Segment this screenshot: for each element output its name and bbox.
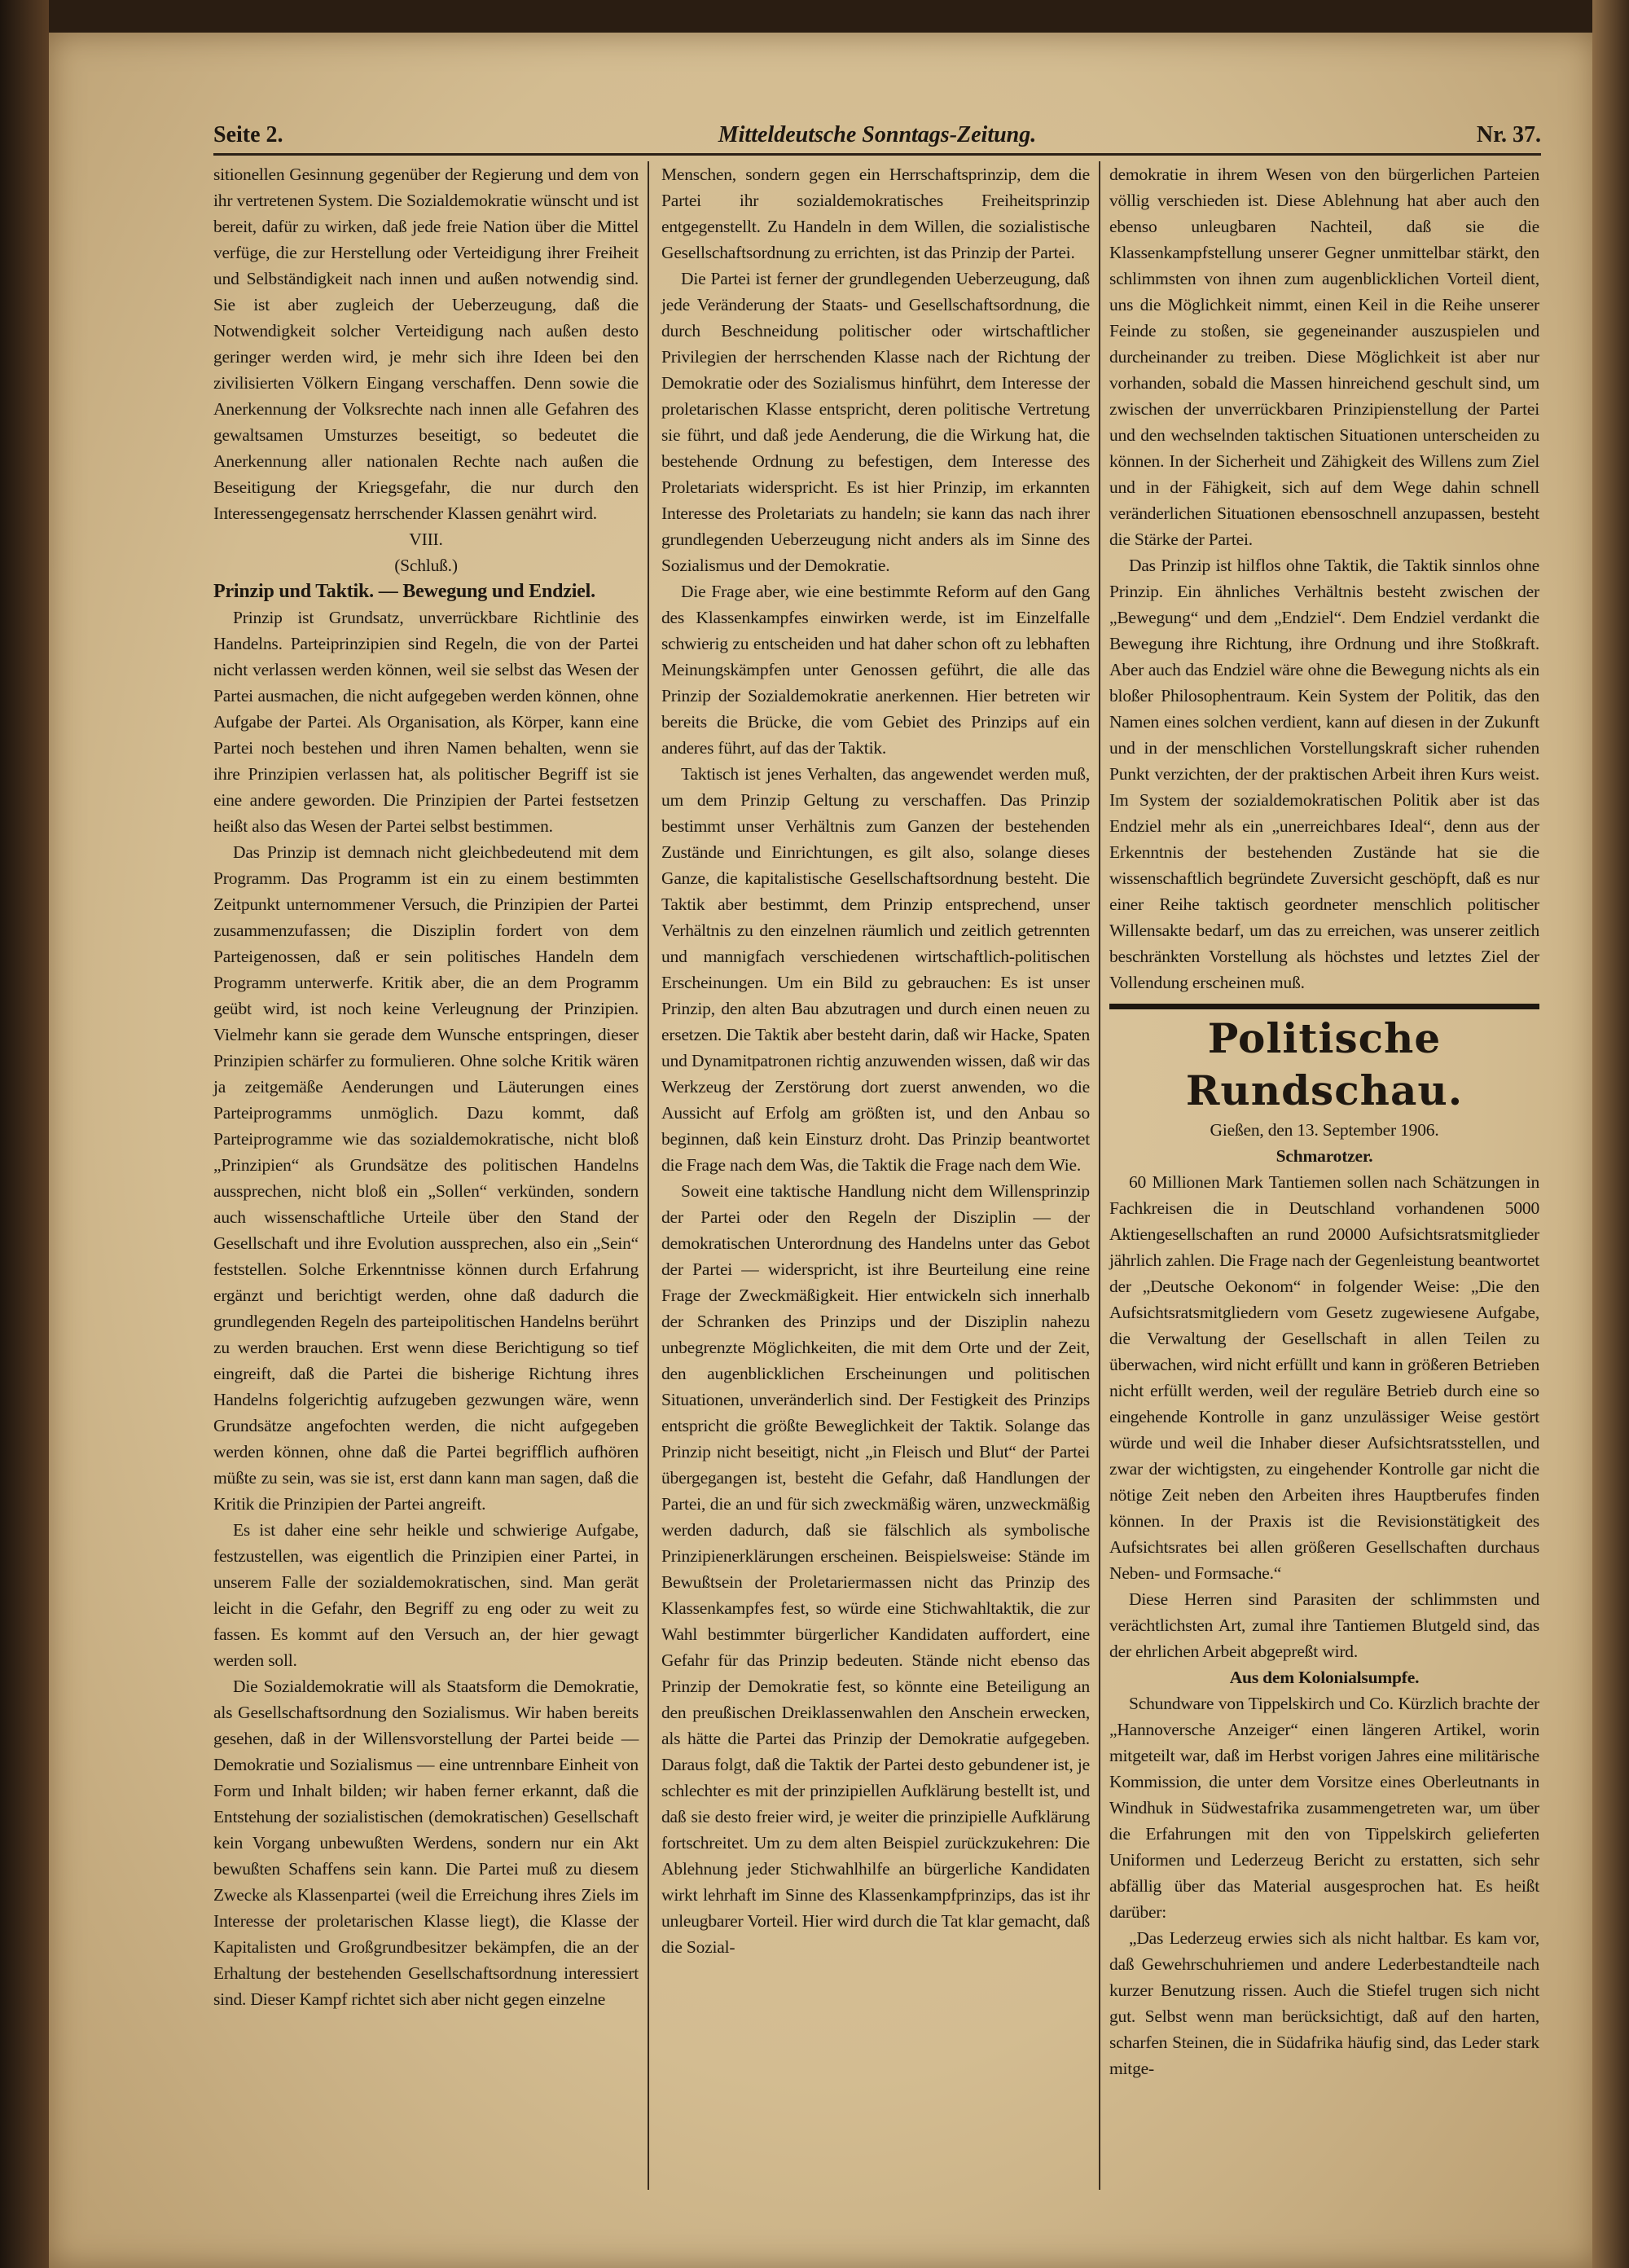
column-1 [213,161,639,2012]
column-3 [1109,161,1539,2081]
paragraph: Soweit eine taktische Handlung nicht dem Willensprinzip der Partei oder den Regeln der Disziplin — der demokratischen Unterordnung des Handelns unter das Gebot der Partei — widerspricht, ist ihre Beurteilung eine reine Frage der Zweckmäßigkeit. Hier entwickeln sich innerhalb der Schranken des Prinzips und der Disziplin nahezu unbegrenzte Möglichkeiten, die mit dem Orte und der Zeit, den augenblicklichen Erscheinungen und politischen Situationen, unveränderlich sind. Der Festigkeit des Prinzips entspricht die größte Beweglichkeit der Taktik. Solange das Prinzip nicht beseitigt, nicht „in Fleisch und Blut“ der Partei übergegangen ist, besteht die Gefahr, daß Handlungen der Partei, die an und für sich zweckmäßig wären, unzweckmäßig werden dadurch, daß sie fälschlich als symbolische Prinzipienerklärungen erscheinen. Beispielsweise: Stände im Bewußtsein der Proletariermassen nicht das Prinzip des Klassenkampfes fest, so würde eine Stichwahltaktik, die zur Wahl bestimmter bürgerlicher Kandidaten auffordert, eine Gefahr für das Prinzip bedeuten. Stände nicht ebenso das Prinzip der Demokratie fest, so könnte eine Beteiligung an den preußischen Dreiklassenwahlen den Anschein erwecken, als hätte die Partei das Prinzip der Demokratie aufgegeben. Daraus folgt, daß die Taktik der Partei desto gebundener ist, je schlechter es mit der prinzipiellen Aufklärung bestellt ist, und daß sie desto freier wird, je weiter die prinzipielle Aufklärung fortschreitet. Um zu dem alten Beispiel zurückzukehren: Die Ablehnung jeder Stichwahlhilfe an bürgerliche Kandidaten wirkt lehrhaft im Sinne des Klassenkampfprinzips, das ist ihr unleugbarer Vorteil. Hier wird durch die Tat klar gemacht, daß die Sozial- [661,1181,1090,1957]
paragraph: demokratie in ihrem Wesen von den bürgerlichen Parteien völlig verschieden ist. Diese Ablehnung hat aber auch den ebenso unleugbaren Nachteil, daß sie die Klassenkampfstellung unserer Gegner unmittelbar stärkt, den schlimmsten von ihnen zum augenblicklichen Vorteil dient, uns die Möglichkeit nimmt, einen Keil in die Reihe unserer Feinde zu stoßen, sie gegeneinander auszuspielen und durcheinander zu treiben. Diese Möglichkeit ist aber nur vorhanden, sobald die Massen hinreichend geschult sind, um zwischen der unverrückbaren Prinzipienstellung der Partei und den wechselnden taktischen Situationen unterscheiden zu können. In der Sicherheit und Zähigkeit des Willens zum Ziel und in der Fähigkeit, sich auf dem Wege dahin schnell veränderlichen Situationen ebensoschnell anzupassen, besteht die Stärke der Partei. [1109,165,1539,549]
column-2 [661,161,1090,1960]
paragraph: 60 Millionen Mark Tantiemen sollen nach Schätzungen in Fachkreisen die in Deutschland vorhandenen 5000 Aktiengesellschaften an rund 20000 Aufsichtsratsmitglieder jährlich zahlen. Die Frage nach der Gegenleistung beantwortet der „Deutsche Oekonom“ in folgender Weise: „Die den Aufsichtsratsmitgliedern vom Gesetz zugewiesene Aufgabe, die Verwaltung der Gesellschaft in allen Teilen zu überwachen, wird nicht erfüllt und kann in größeren Betrieben nicht erfüllt werden, weil der reguläre Betrieb durch eine so eingehende Kontrolle in ganz unzulässiger Weise gestört würde und weil die Inhaber dieser Aufsichtsratsstellen, und zwar der wichtigsten, zu eingehender Kontrolle gar nicht die nötige Zeit neben den Arbeiten ihres Hauptberufes finden können. In der Praxis ist die Revisionstätigkeit des Aufsichtsrates bei allen größeren Gesellschaften durchaus Neben- und Formsache.“ [1109,1172,1539,1583]
article-heading: Aus dem Kolonialsumpfe. [1229,1668,1420,1687]
paragraph: Schundware von Tippelskirch und Co. Kürzlich brachte der „Hannoversche Anzeiger“ einen längeren Artikel, worin mitgeteilt war, daß im Herbst vorigen Jahres eine militärische Kommission, die unter dem Vorsitze eines Oberleutnants in Windhuk in Südwestafrika zusammengetreten war, um über die Erfahrungen mit den von Tippelskirch gelieferten Uniformen und Lederzeug Bericht zu erstatten, sich sehr abfällig über das Material ausgesprochen hat. Es heißt darüber: [1109,1694,1539,1922]
paragraph: sitionellen Gesinnung gegenüber der Regierung und dem von ihr vertretenen System. Die Sozialdemokratie wünscht und ist bereit, dafür zu wirken, daß jede freie Nation über die Mittel verfüge, die zur Herstellung oder Verteidigung ihrer Freiheit und Selbständigkeit nach innen und außen notwendig sind. Sie ist aber zugleich der Ueberzeugung, daß die Notwendigkeit solcher Verteidigung nach außen desto geringer werden wird, je mehr sich ihre Ideen bei den zivilisierten Völkern Eingang verschaffen. Denn sowie die Anerkennung der Volksrechte nach innen alle Gefahren des gewaltsamen Umsturzes beseitigt, so bedeutet die Anerkennung aller nationalen Rechte nach außen die Beseitigung der Kriegsgefahr, die nur durch den Interessengegensatz herrschender Klassen genährt wird. [213,165,639,523]
paragraph: Es ist daher eine sehr heikle und schwierige Aufgabe, festzustellen, was eigentlich die Prinzipien einer Partei, in unserem Falle der sozialdemokratischen, sind. Man gerät leicht in die Gefahr, den Begriff zu eng oder zu weit zu fassen. Es kommt auf den Versuch an, der hier gewagt werden soll. [213,1520,639,1670]
paragraph: Die Frage aber, wie eine bestimmte Reform auf den Gang des Klassenkampfes einwirken werde, ist im Einzelfalle schwierig zu entscheiden und hat daher schon oft zu lebhaften Meinungskämpfen unter Genossen geführt, die alle das Prinzip der Sozialdemokratie anerkennen. Hier betreten wir bereits die Brücke, die vom Gebiet des Prinzips auf ein anderes führt, auf das der Taktik. [661,582,1090,758]
page-edge [1592,0,1629,2268]
paragraph: Diese Herren sind Parasiten der schlimmsten und verächtlichsten Art, zumal ihre Tantiemen Blutgeld sind, das der ehrlichen Arbeit abgepreßt wird. [1109,1589,1539,1661]
dateline: Gießen, den 13. September 1906. [1210,1120,1439,1140]
paragraph: Menschen, sondern gegen ein Herrschaftsprinzip, dem die Partei ihr sozialdemokratisches Freiheitsprinzip entgegenstellt. Zu Handeln in dem Willen, die sozialistische Gesellschaftsordnung zu errichten, ist das Prinzip der Partei. [661,165,1090,262]
paragraph: Die Partei ist ferner der grundlegenden Ueberzeugung, daß jede Veränderung der Staats- und Gesellschaftsordnung, die durch Beschneidung politischer oder wirtschaftlicher Privilegien der herrschenden Klasse nach der Richtung der Demokratie oder des Sozialismus hinführt, dem Interesse der proletarischen Klasse entspricht, deren politische Vertretung sie führt, und daß jede Aenderung, die die Wirkung hat, die bestehende Ordnung zu befestigen, dem Interesse des Proletariats widerspricht. Es ist hier Prinzip, im erkannten Interesse des Proletariats zu handeln; sie kann das nach ihrer grundlegenden Ueberzeugung nicht anders als im Sinne des Sozialismus und der Demokratie. [661,269,1090,575]
issue-number: Nr. 37. [1476,122,1541,147]
rundschau-title: Politische Rundschau. [1185,1014,1464,1114]
column-divider [648,161,649,2190]
book-binding [0,0,49,2268]
page-header [213,122,1541,155]
article-heading: Schmarotzer. [1276,1146,1373,1166]
paragraph: Prinzip ist Grundsatz, unverrückbare Richtlinie des Handelns. Parteiprinzipien sind Regeln, die von der Partei nicht verlassen werden können, weil sie selbst das Wesen der Partei ausmachen, die nicht aufgegeben werden können, ohne Aufgabe der Partei. Als Organisation, als Körper, kann eine Partei noch bestehen und ihren Namen behalten, wenn sie ihre Prinzipien verlassen hat, als politischer Begriff ist sie eine andere geworden. Die Prinzipien der Partei festsetzen heißt also das Wesen der Partei selbst bestimmen. [213,608,639,836]
section-note: (Schluß.) [394,556,458,575]
section-heading: Prinzip und Taktik. — Bewegung und Endziel. [213,581,595,602]
page-number: Seite 2. [213,122,283,147]
paragraph: „Das Lederzeug erwies sich als nicht haltbar. Es kam vor, daß Gewehrschuhriemen und andere Lederbestandteile nach kurzer Benutzung rissen. Auch die Stiefel trugen sich nicht gut. Selbst wenn man berücksichtigt, daß auf den harten, scharfen Steinen, die in Südafrika häufig sind, das Leder stark mitge- [1109,1928,1539,2078]
newspaper-title: Mitteldeutsche Sonntags-Zeitung. [718,122,1037,147]
paragraph: Die Sozialdemokratie will als Staatsform die Demokratie, als Gesellschaftsordnung den Sozialismus. Wir haben bereits gesehen, daß in der Willensvorstellung der Partei beide — Demokratie und Sozialismus — eine untrennbare Einheit von Form und Inhalt bilden; wir haben ferner erkannt, daß die Entstehung der sozialistischen (demokratischen) Gesellschaft kein Vorgang unbewußten Werdens, sondern nur ein Akt bewußten Schaffens sein kann. Die Partei muß zu diesem Zwecke als Klassenpartei (weil die Erreichung ihres Ziels im Interesse der proletarischen Klasse liegt), die Klasse der Kapitalisten und Großgrundbesitzer bekämpfen, die an der Erhaltung der bestehenden Gesellschaftsordnung interessiert sind. Dieser Kampf richtet sich aber nicht gegen einzelne [213,1677,639,2009]
header-rule [213,153,1541,156]
section-rule [1109,1004,1539,1009]
paragraph: Das Prinzip ist hilflos ohne Taktik, die Taktik sinnlos ohne Prinzip. Ein ähnliches Verhältnis besteht zwischen der „Bewegung“ und dem „Endziel“. Dem Endziel verdankt die Bewegung ihre Richtung, ihre Ordnung und ihre Stoßkraft. Aber auch das Endziel wäre ohne die Bewegung nichts als ein bloßer Philosophentraum. Kein System der Politik, das den Namen eines solchen verdient, kann auf diesen in der Zukunft und in der menschlichen Vorstellungskraft sicher ruhenden Punkt verzichten, der der praktischen Arbeit ihren Kurs weist. Im System der sozialdemokratischen Politik aber ist das Endziel mehr als ein „unerreichbares Ideal“, denn aus der Erkenntnis der bestehenden Zustände hat sie die wissenschaftlich begründete Zuversicht geschöpft, daß es nur einer Reihe taktisch geordneter menschlich politischer Willensakte bedarf, um das zu erreichen, was unserer zeitlich beschränkten Vorstellung als höchstes und letztes Ziel der Vollendung erscheinen muß. [1109,556,1539,992]
column-divider [1099,161,1100,2190]
paragraph: Das Prinzip ist demnach nicht gleichbedeutend mit dem Programm. Das Programm ist ein zu einem bestimmten Zeitpunkt unternommener Versuch, die Prinzipien der Partei zusammenzufassen; die Disziplin fordert von dem Parteigenossen, daß er sein politisches Handeln dem Programm unterwerfe. Kritik aber, die an dem Programm geübt wird, ist noch keine Verleugnung der Prinzipien. Vielmehr kann sie gerade dem Wunsche entspringen, dieser Prinzipien schärfer zu formulieren. Ohne solche Kritik wären ja zeitgemäße Aenderungen und Läuterungen eines Parteiprogramms unmöglich. Dazu kommt, daß Parteiprogramme wie das sozialdemokratische, nicht bloß „Prinzipien“ als Grundsätze des politischen Handelns aussprechen, nicht bloß ein „Sollen“ verkünden, sondern auch wissenschaftliche Urteile über den Stand der Gesellschaft und ihre Evolution aussprechen, also ein „Sein“ feststellen. Solche Erkenntnisse können durch Erfahrung ergänzt und berichtigt werden, ohne daß dadurch die grundlegenden Regeln des parteipolitischen Handelns berührt zu werden brauchen. Erst wenn diese Berichtigung so tief eingreift, daß die Partei die bisherige Richtung ihres Handelns folgerichtig aufzugeben gezwungen wäre, wenn Grundsätze angefochten werden, die nicht aufgegeben werden können, ohne daß die Partei begrifflich aufhören müßte zu sein, was sie ist, erst dann kann man sagen, daß die Kritik die Prinzipien der Partei angreift. [213,842,639,1514]
paragraph: Taktisch ist jenes Verhalten, das angewendet werden muß, um dem Prinzip Geltung zu verschaffen. Das Prinzip bestimmt unser Verhältnis zum Ganzen der bestehenden Zustände und Einrichtungen, es gilt also, solange dieses Ganze, die kapitalistische Gesellschaftsordnung besteht. Die Taktik aber bestimmt, dem Prinzip entsprechend, unser Verhältnis zu den einzelnen räumlich und zeitlich getrennten und mannigfach verschiedenen wirtschaftlich-politischen Erscheinungen. Um ein Bild zu gebrauchen: Es ist unser Prinzip, den alten Bau abzutragen und durch einen neuen zu ersetzen. Die Taktik aber besteht darin, daß wir Hacke, Spaten und Dynamitpatronen richtig anzuwenden wissen, daß wir das Werkzeug der Zerstörung dort zuerst anwenden, wo die Aussicht auf Erfolg am größten ist, und den Anbau so beginnen, daß kein Einsturz droht. Das Prinzip beantwortet die Frage nach dem Was, die Taktik die Frage nach dem Wie. [661,764,1090,1175]
section-number: VIII. [409,530,443,549]
